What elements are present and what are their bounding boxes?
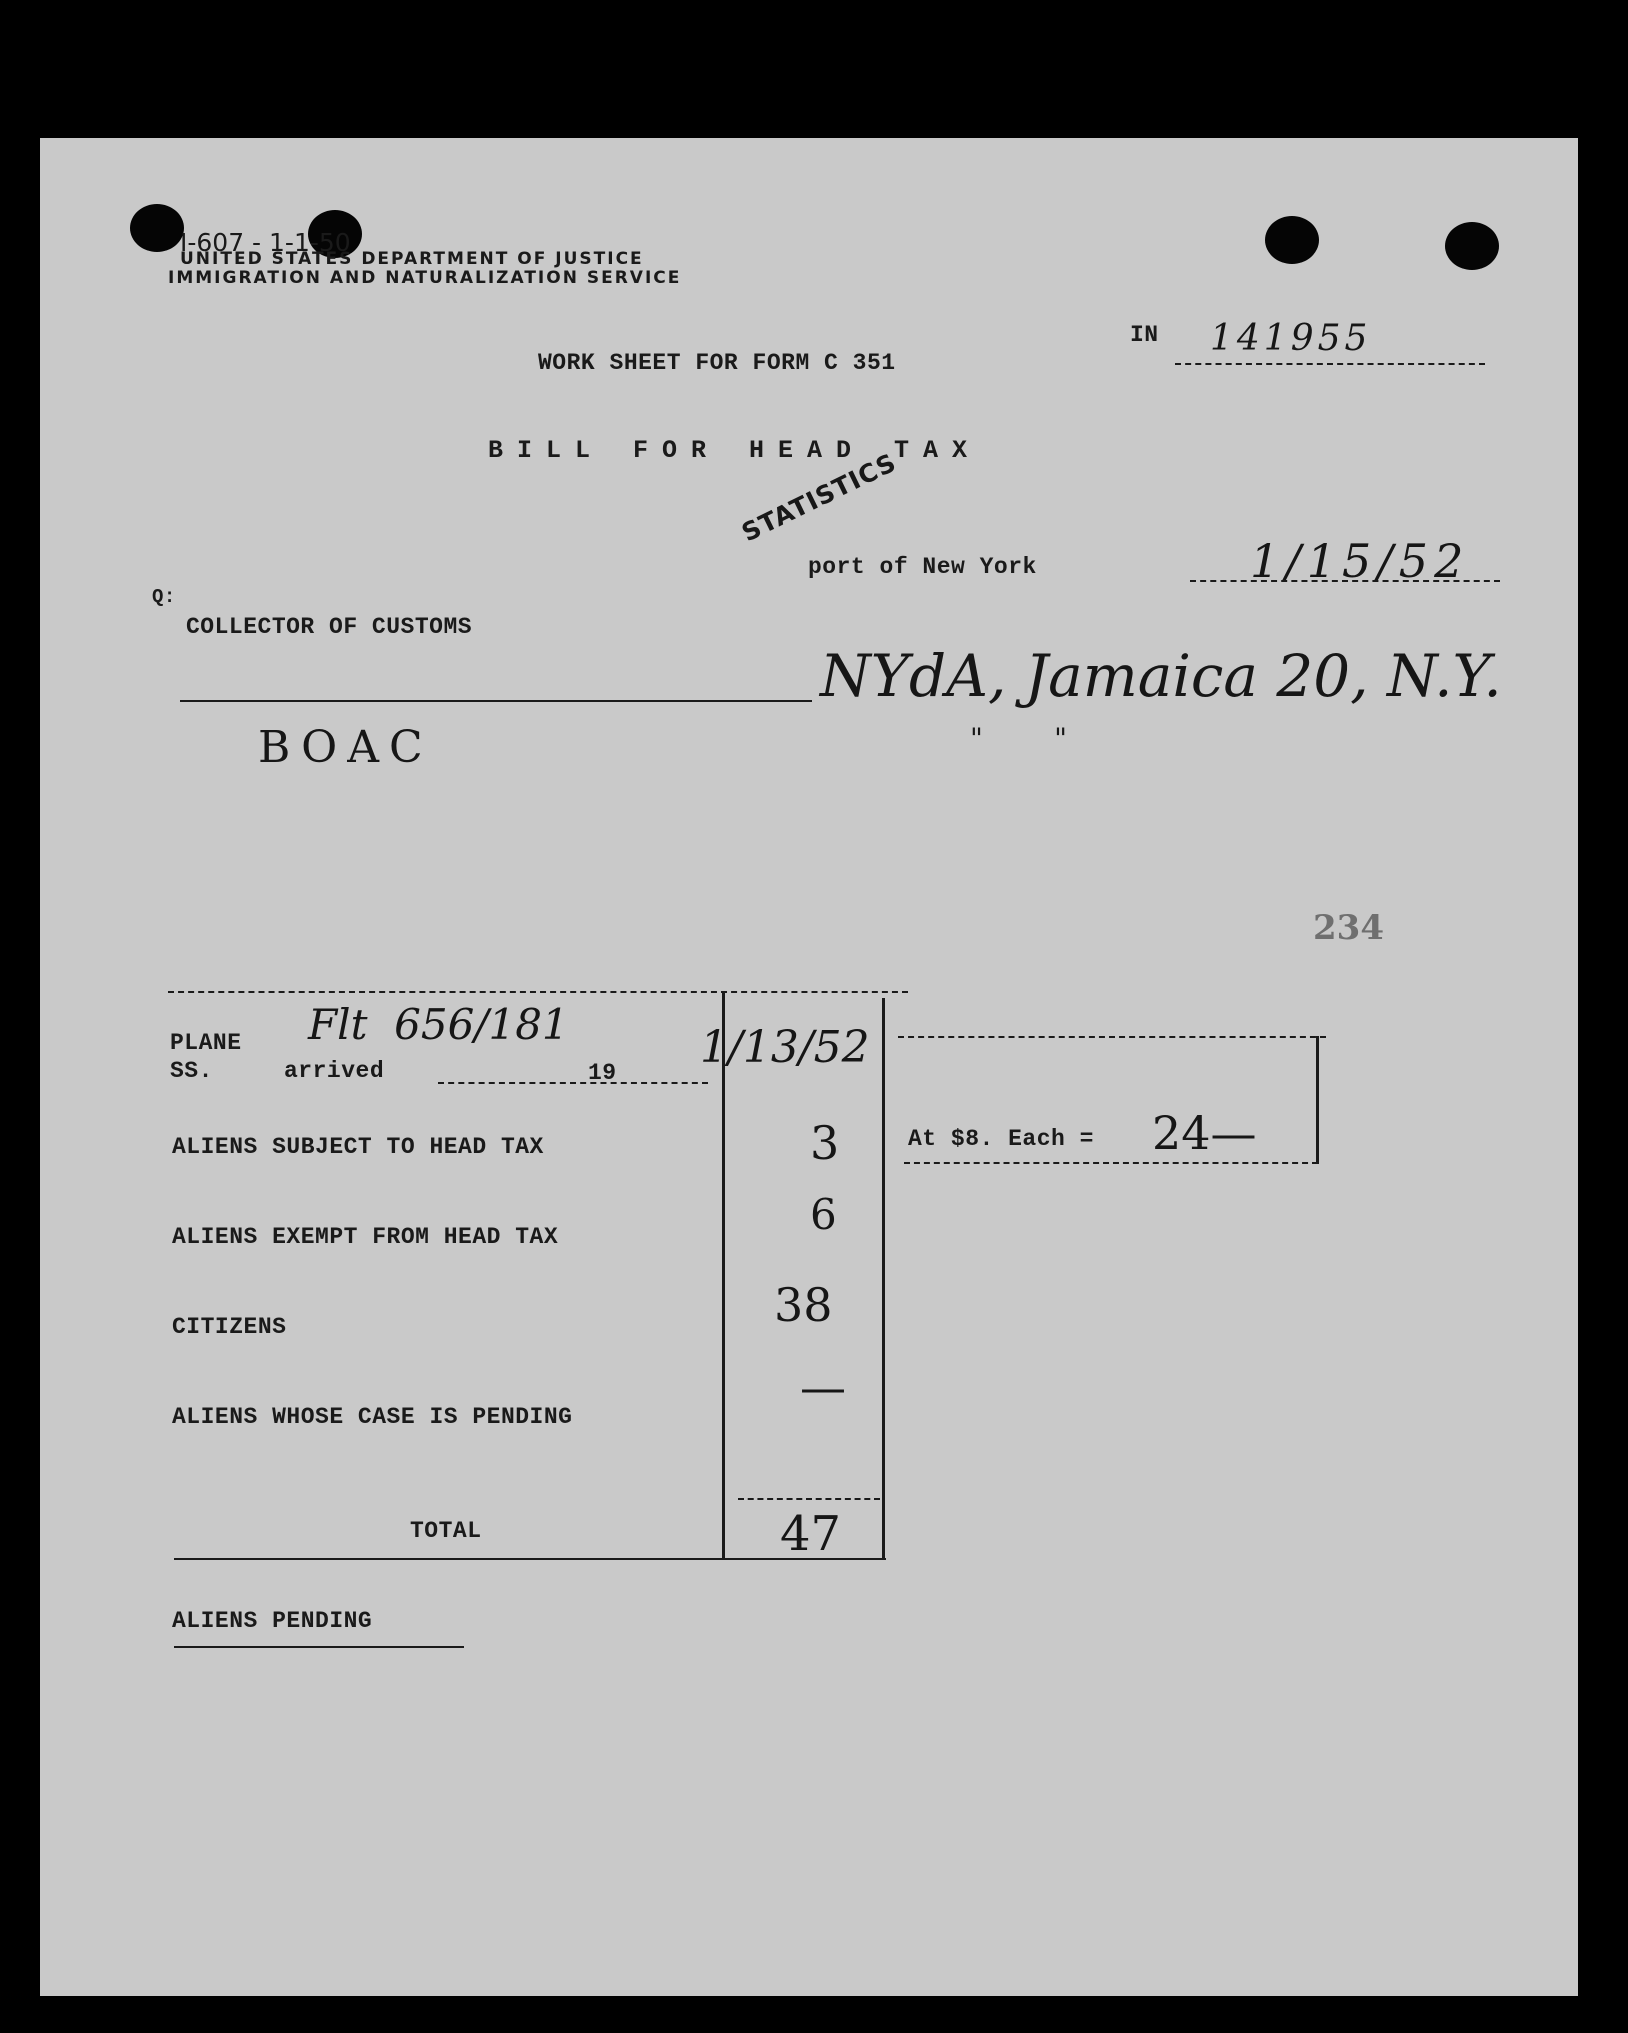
arrived-label: arrived xyxy=(284,1058,385,1084)
table-divider-left xyxy=(722,991,725,1559)
row-label-subject: ALIENS SUBJECT TO HEAD TAX xyxy=(172,1134,544,1160)
row-value-subject: 3 xyxy=(810,1116,840,1170)
aliens-pending-label: ALIENS PENDING xyxy=(172,1608,373,1634)
total-value: 47 xyxy=(780,1506,842,1562)
tax-box-bottom xyxy=(904,1162,1318,1164)
address-line xyxy=(180,700,812,702)
document-page xyxy=(40,138,1578,1996)
date-underline xyxy=(1190,580,1500,582)
arrival-date: 1/13/52 xyxy=(700,1022,870,1073)
tax-amount: 24— xyxy=(1152,1106,1257,1160)
address-handwritten: NYdA, Jamaica 20, N.Y. xyxy=(820,642,1502,710)
row-value-pending: — xyxy=(800,1360,846,1414)
row-value-exempt: 6 xyxy=(810,1190,837,1239)
department-name: UNITED STATES DEPARTMENT OF JUSTICE xyxy=(180,249,644,269)
carrier-name: BOAC xyxy=(258,722,433,773)
ss-label: SS. xyxy=(170,1058,213,1084)
bill-date: 1/15/52 xyxy=(1250,534,1470,588)
total-label: TOTAL xyxy=(410,1518,482,1544)
tax-rate-label: At $8. Each = xyxy=(908,1126,1094,1152)
service-name: IMMIGRATION AND NATURALIZATION SERVICE xyxy=(168,268,682,288)
row-label-exempt: ALIENS EXEMPT FROM HEAD TAX xyxy=(172,1224,559,1250)
in-number: 141955 xyxy=(1210,318,1372,359)
row-label-citizens: CITIZENS xyxy=(172,1314,287,1340)
addressee: COLLECTOR OF CUSTOMS xyxy=(186,614,473,640)
statistics-stamp: STATISTICS xyxy=(737,447,901,548)
year-prefix: 19 xyxy=(588,1060,617,1086)
stamped-number: 234 xyxy=(1313,908,1384,948)
table-top-border xyxy=(168,991,908,993)
form-title: WORK SHEET FOR FORM C 351 xyxy=(538,350,896,376)
table-divider-right xyxy=(882,998,885,1559)
punch-hole-left-1 xyxy=(130,204,184,252)
form-subtitle: BILL FOR HEAD TAX xyxy=(488,436,982,465)
aliens-pending-underline xyxy=(174,1646,464,1648)
arrived-underline xyxy=(438,1082,708,1084)
tax-box-top xyxy=(898,1036,1326,1038)
to-label: Q: xyxy=(152,586,176,608)
row-value-citizens: 38 xyxy=(774,1278,833,1332)
tax-box-right xyxy=(1316,1036,1319,1164)
punch-hole-right-2 xyxy=(1445,222,1499,270)
flight-number: Flt 656/181 xyxy=(308,1000,569,1049)
in-number-underline xyxy=(1175,363,1485,365)
punch-hole-right-1 xyxy=(1265,216,1319,264)
total-top-line xyxy=(738,1498,880,1500)
port-of-entry: port of New York xyxy=(808,554,1037,580)
ditto-marks: " " xyxy=(970,722,1067,755)
in-label: IN xyxy=(1130,322,1159,348)
plane-label: PLANE xyxy=(170,1030,242,1056)
form-number: I-607 - 1-1-50 xyxy=(180,228,351,257)
row-label-pending: ALIENS WHOSE CASE IS PENDING xyxy=(172,1404,573,1430)
